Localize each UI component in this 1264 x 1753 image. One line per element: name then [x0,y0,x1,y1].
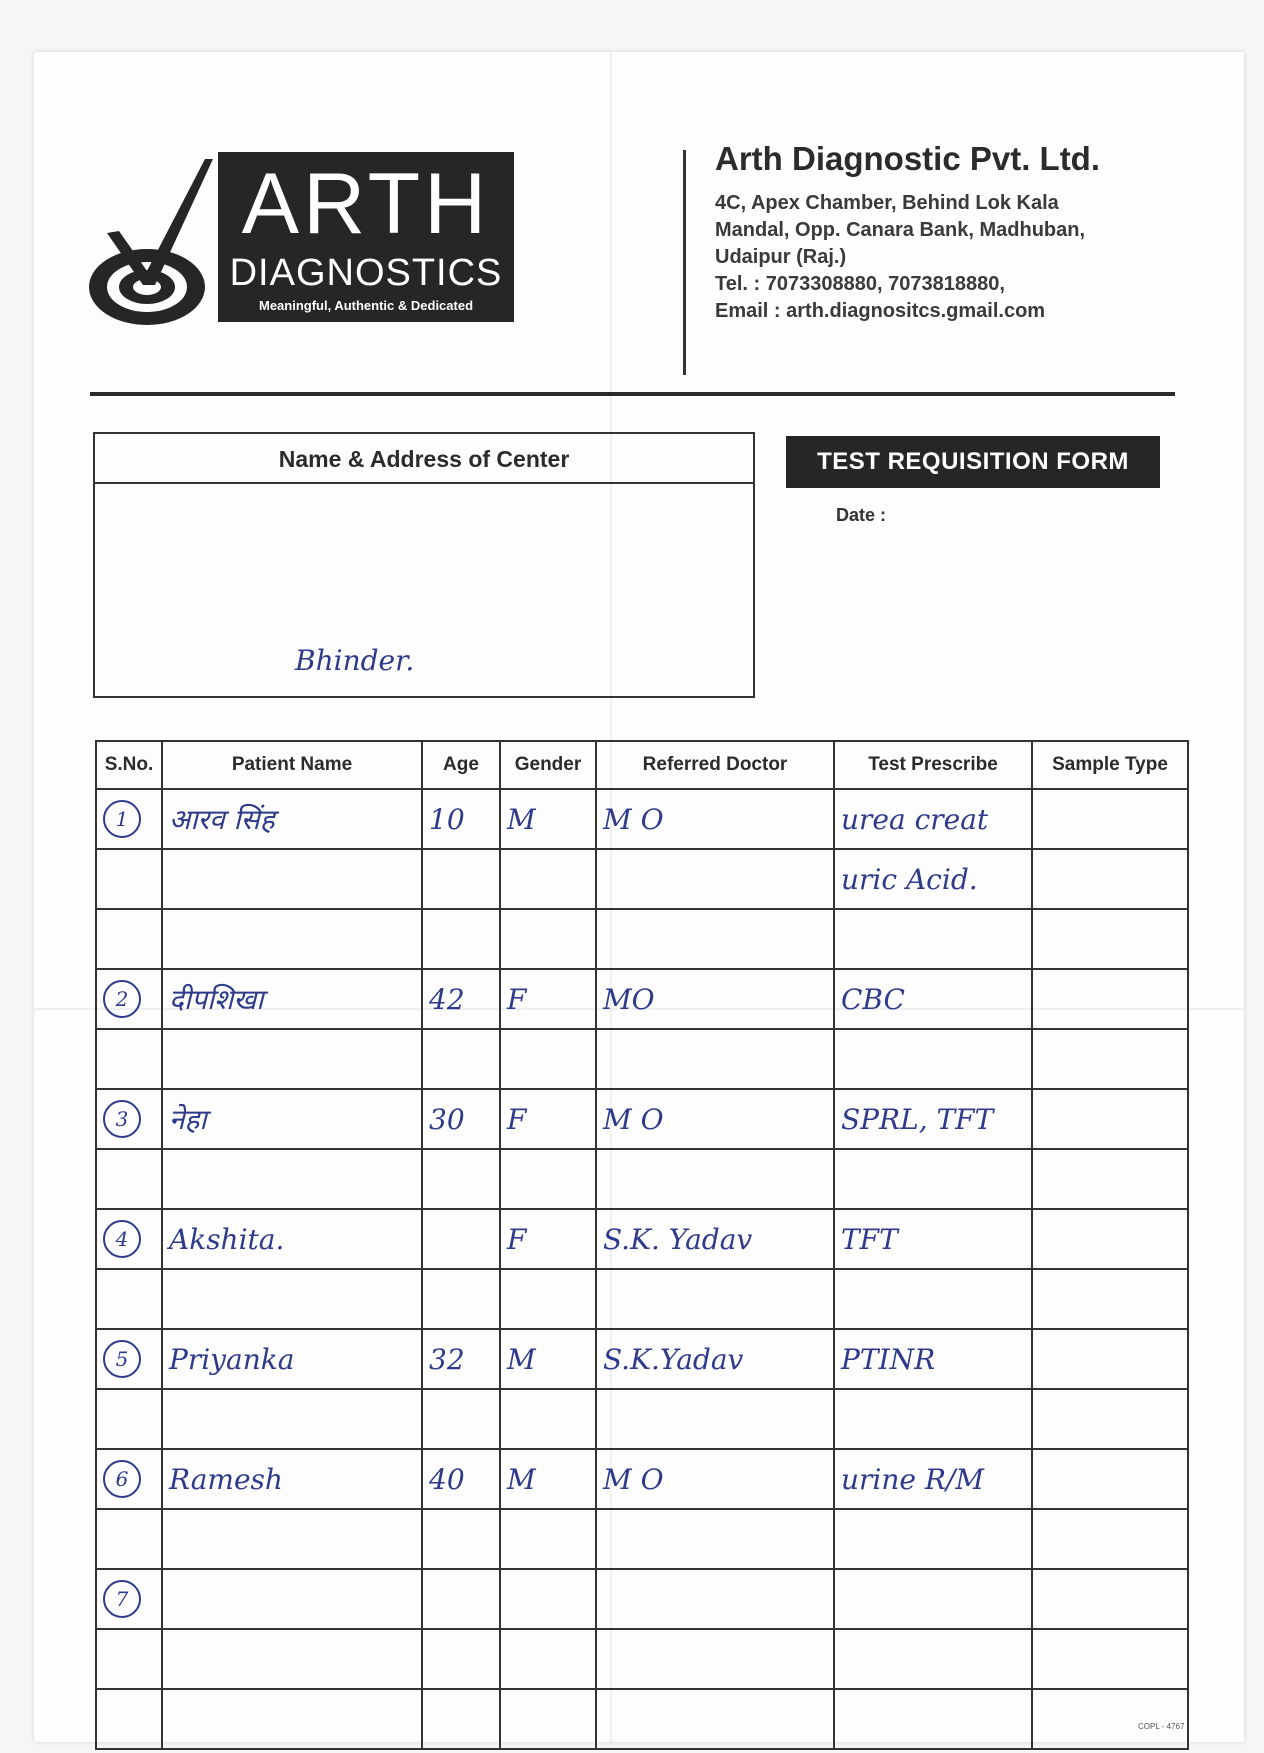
cell-gender [500,1569,596,1629]
cell-sample-type [1032,1029,1188,1089]
cell-patient-name [162,789,422,849]
table-row [96,1509,1188,1569]
cell-sno [96,909,162,969]
handwritten-entry: 30 [429,1102,465,1136]
cell-sno [96,1629,162,1689]
cell-gender [500,1509,596,1569]
cell-age [422,1569,500,1629]
handwritten-entry: M [507,1462,536,1496]
cell-referred-doctor [596,1269,834,1329]
handwritten-entry: F [507,982,527,1016]
cell-referred-doctor [596,909,834,969]
handwritten-entry: नेहा [169,1103,207,1136]
handwritten-entry: M O [603,1102,664,1136]
cell-patient-name [162,1509,422,1569]
cell-referred-doctor [596,1329,834,1389]
cell-sno [96,1569,162,1629]
cell-sno [96,1149,162,1209]
header-test-prescribe: Test Prescribe [834,741,1032,789]
table-row [96,1689,1188,1749]
cell-sno [96,969,162,1029]
cell-test-prescribe [834,1509,1032,1569]
header-age: Age [422,741,500,789]
cell-gender [500,909,596,969]
table-header-row [96,741,1188,789]
table-row [96,1029,1188,1089]
form-title: TEST REQUISITION FORM [786,436,1160,488]
cell-sno [96,1029,162,1089]
cell-age [422,789,500,849]
cell-referred-doctor [596,849,834,909]
cell-sample-type [1032,1689,1188,1749]
cell-referred-doctor [596,1389,834,1449]
cell-gender [500,1629,596,1689]
cell-patient-name [162,1149,422,1209]
table-row [96,1209,1188,1269]
cell-gender [500,1149,596,1209]
cell-patient-name [162,1089,422,1149]
cell-sno [96,789,162,849]
cell-referred-doctor [596,789,834,849]
cell-referred-doctor [596,1509,834,1569]
logo-sub-text: DIAGNOSTICS [229,252,503,294]
cell-gender [500,1449,596,1509]
handwritten-entry: दीपशिखा [169,983,264,1016]
table-row [96,909,1188,969]
cell-referred-doctor [596,1629,834,1689]
header-divider [683,150,686,375]
cell-gender [500,1389,596,1449]
header-referred-doctor: Referred Doctor [596,741,834,789]
cell-gender [500,1689,596,1749]
company-email: Email : arth.diagnositcs.gmail.com [715,300,1046,322]
cell-patient-name [162,1209,422,1269]
handwritten-entry: Akshita. [169,1222,285,1256]
cell-test-prescribe [834,1329,1032,1389]
cell-gender [500,1029,596,1089]
cell-sample-type [1032,1149,1188,1209]
handwritten-entry: SPRL, TFT [841,1102,994,1136]
cell-sno [96,1269,162,1329]
company-phone: Tel. : 7073308880, 7073818880, [715,273,1005,295]
serial-number-circled: 5 [103,1340,141,1378]
cell-age [422,1509,500,1569]
handwritten-entry: TFT [841,1222,898,1256]
cell-test-prescribe [834,1689,1032,1749]
cell-test-prescribe [834,1209,1032,1269]
patient-table [95,740,1189,1750]
company-address-line: Mandal, Opp. Canara Bank, Madhuban, [715,219,1086,241]
cell-patient-name [162,1449,422,1509]
handwritten-entry: F [507,1222,527,1256]
date-label: Date : [836,505,887,525]
cell-sno [96,1389,162,1449]
serial-number-circled: 2 [103,980,141,1018]
serial-number-circled: 7 [103,1580,141,1618]
cell-gender [500,1329,596,1389]
handwritten-entry: 32 [429,1342,465,1376]
cell-patient-name [162,1269,422,1329]
cell-sample-type [1032,1509,1188,1569]
cell-age [422,1689,500,1749]
cell-test-prescribe [834,1029,1032,1089]
cell-sample-type [1032,1209,1188,1269]
handwritten-entry: M O [603,802,664,836]
center-address-box [93,432,755,698]
cell-sample-type [1032,909,1188,969]
header-rule [90,392,1175,396]
cell-gender [500,849,596,909]
cell-age [422,1389,500,1449]
serial-number-circled: 1 [103,800,141,838]
logo-box [218,152,514,322]
cell-sample-type [1032,789,1188,849]
cell-referred-doctor [596,1449,834,1509]
center-title: Name & Address of Center [95,434,753,484]
serial-number-circled: 3 [103,1100,141,1138]
cell-test-prescribe [834,909,1032,969]
handwritten-entry: uric Acid. [841,862,978,896]
cell-sample-type [1032,1329,1188,1389]
cell-test-prescribe [834,1269,1032,1329]
cell-age [422,1329,500,1389]
cell-patient-name [162,969,422,1029]
cell-test-prescribe [834,1089,1032,1149]
cell-referred-doctor [596,1689,834,1749]
cell-referred-doctor [596,969,834,1029]
table-row [96,1089,1188,1149]
company-name: Arth Diagnostic Pvt. Ltd. [715,140,1101,177]
table-row [96,1389,1188,1449]
cell-test-prescribe [834,1449,1032,1509]
table-row [96,1449,1188,1509]
cell-patient-name [162,849,422,909]
cell-sno [96,1209,162,1269]
cell-patient-name [162,1569,422,1629]
footer-code: COPL - 4767 [1138,1722,1185,1731]
handwritten-entry: आरव सिंह [169,803,275,836]
handwritten-entry: 40 [429,1462,465,1496]
logo-tagline: Meaningful, Authentic & Dedicated [258,298,474,313]
cell-test-prescribe [834,1629,1032,1689]
cell-sno [96,1509,162,1569]
cell-test-prescribe [834,789,1032,849]
serial-number-circled: 6 [103,1460,141,1498]
cell-referred-doctor [596,1029,834,1089]
cell-gender [500,789,596,849]
cell-sample-type [1032,1269,1188,1329]
cell-gender [500,1209,596,1269]
cell-age [422,1629,500,1689]
cell-age [422,1089,500,1149]
cell-age [422,1449,500,1509]
header-patient-name: Patient Name [162,741,422,789]
cell-sno [96,1449,162,1509]
handwritten-entry: Ramesh [169,1462,283,1496]
cell-age [422,909,500,969]
handwritten-entry: 42 [429,982,465,1016]
cell-age [422,969,500,1029]
cell-patient-name [162,1329,422,1389]
cell-test-prescribe [834,1149,1032,1209]
cell-sample-type [1032,969,1188,1029]
cell-age [422,1209,500,1269]
cell-gender [500,1269,596,1329]
cell-sno [96,849,162,909]
cell-sno [96,1689,162,1749]
cell-age [422,1269,500,1329]
cell-test-prescribe [834,1389,1032,1449]
cell-age [422,849,500,909]
serial-number-circled: 4 [103,1220,141,1258]
cell-patient-name [162,1389,422,1449]
cell-test-prescribe [834,1569,1032,1629]
handwritten-entry: S.K.Yadav [603,1342,744,1376]
handwritten-entry: F [507,1102,527,1136]
cell-referred-doctor [596,1089,834,1149]
table-row [96,789,1188,849]
cell-referred-doctor [596,1149,834,1209]
cell-patient-name [162,1029,422,1089]
header-sno: S.No. [96,741,162,789]
cell-gender [500,1089,596,1149]
handwritten-entry: MO [603,982,655,1016]
header-gender: Gender [500,741,596,789]
cell-patient-name [162,909,422,969]
table-row [96,969,1188,1029]
cell-referred-doctor [596,1569,834,1629]
table-row [96,1569,1188,1629]
cell-sample-type [1032,1389,1188,1449]
cell-sample-type [1032,1089,1188,1149]
handwritten-entry: PTINR [841,1342,936,1376]
table-row [96,1629,1188,1689]
cell-age [422,1149,500,1209]
company-info [715,140,1235,325]
cell-sample-type [1032,1449,1188,1509]
handwritten-entry: S.K. Yadav [603,1222,753,1256]
handwritten-entry: M O [603,1462,664,1496]
cell-referred-doctor [596,1209,834,1269]
handwritten-entry: Priyanka [169,1342,295,1376]
handwritten-entry: M [507,802,536,836]
cell-patient-name [162,1629,422,1689]
cell-test-prescribe [834,849,1032,909]
cell-sample-type [1032,849,1188,909]
cell-test-prescribe [834,969,1032,1029]
cell-sample-type [1032,1569,1188,1629]
center-handwritten-name: Bhinder. [295,644,415,677]
handwritten-entry: 10 [429,802,465,836]
target-checkmark-icon [85,155,215,330]
handwritten-entry: CBC [841,982,905,1016]
handwritten-entry: M [507,1342,536,1376]
table-row [96,1329,1188,1389]
table-row [96,849,1188,909]
cell-sample-type [1032,1629,1188,1689]
company-address-line: Udaipur (Raj.) [715,246,847,268]
header-sample-type: Sample Type [1032,741,1188,789]
handwritten-entry: urine R/M [841,1462,985,1496]
cell-gender [500,969,596,1029]
cell-age [422,1029,500,1089]
cell-sno [96,1329,162,1389]
handwritten-entry: urea creat [841,802,989,836]
table-row [96,1149,1188,1209]
logo-main-text: ARTH [241,156,491,252]
cell-sno [96,1089,162,1149]
company-address-line: 4C, Apex Chamber, Behind Lok Kala [715,192,1059,214]
table-row [96,1269,1188,1329]
cell-patient-name [162,1689,422,1749]
